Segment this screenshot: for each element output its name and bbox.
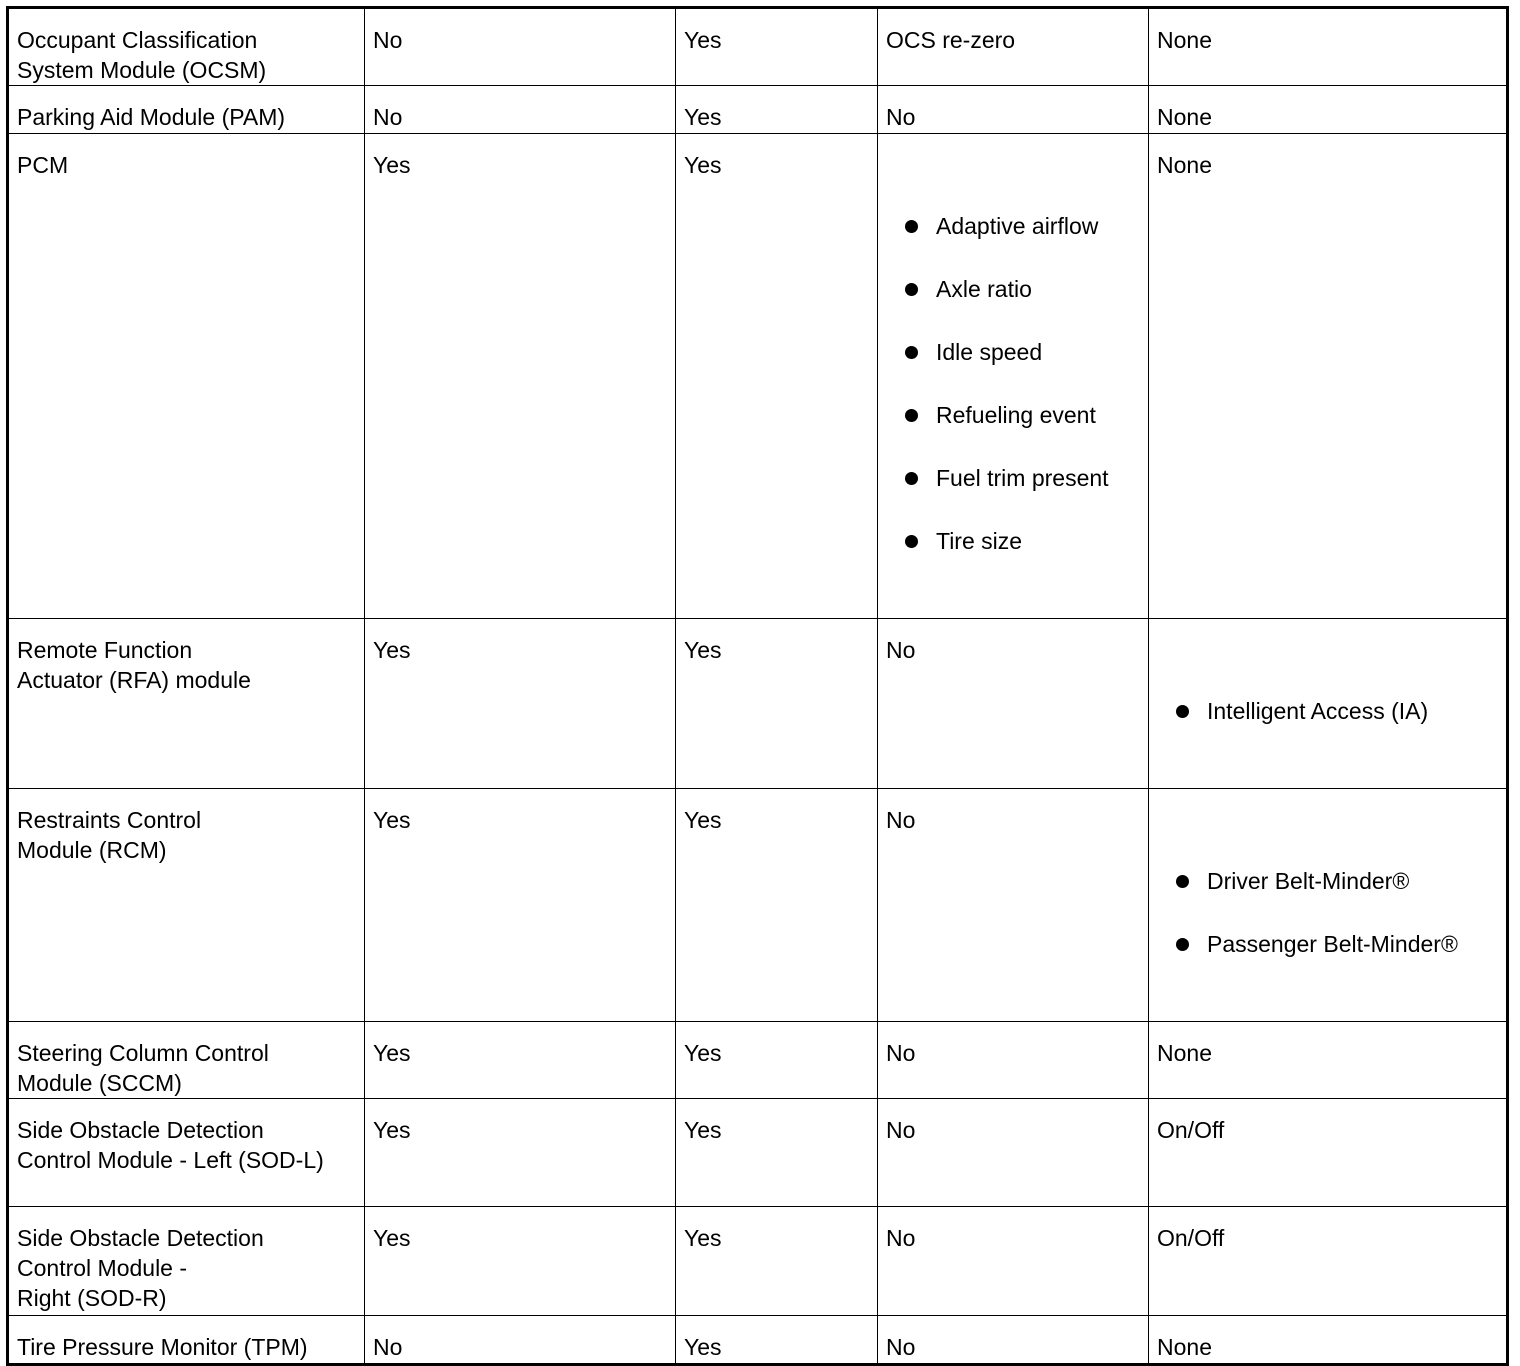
- col5-cell: None: [1149, 86, 1508, 134]
- col5-cell: None: [1149, 1316, 1508, 1365]
- list-item-label: Refueling event: [936, 402, 1096, 428]
- col3-cell: Yes: [676, 86, 878, 134]
- bullet-list: [1157, 665, 1498, 758]
- col4-cell: No: [878, 619, 1149, 789]
- bullet-icon: [1176, 938, 1189, 951]
- col3-cell: Yes: [676, 1316, 878, 1365]
- bullet-icon: [905, 346, 918, 359]
- table-row: [8, 1099, 1508, 1207]
- col3-cell: Yes: [676, 1099, 878, 1207]
- list-item-label: Passenger Belt-Minder®: [1207, 931, 1458, 957]
- module-name-cell: Tire Pressure Monitor (TPM): [8, 1316, 365, 1365]
- list-item-label: Idle speed: [936, 339, 1043, 365]
- col5-cell: [1149, 619, 1508, 789]
- list-item: [886, 399, 1140, 432]
- module-name-cell: Occupant Classification System Module (OCSM): [8, 8, 365, 86]
- table-row: [8, 134, 1508, 619]
- list-item: [886, 210, 1140, 243]
- col2-cell: Yes: [365, 619, 676, 789]
- list-item-label: Driver Belt-Minder®: [1207, 868, 1410, 894]
- col2-cell: No: [365, 8, 676, 86]
- col2-cell: Yes: [365, 789, 676, 1022]
- col5-cell: [1149, 789, 1508, 1022]
- list-item-label: Axle ratio: [936, 276, 1032, 302]
- list-item: [886, 525, 1140, 558]
- list-item: [886, 462, 1140, 495]
- col2-cell: No: [365, 1316, 676, 1365]
- list-item-label: Fuel trim present: [936, 465, 1109, 491]
- table-row: [8, 1316, 1508, 1365]
- col5-cell: None: [1149, 1022, 1508, 1099]
- col5-cell: None: [1149, 8, 1508, 86]
- bullet-list: [1157, 835, 1498, 991]
- bullet-icon: [1176, 705, 1189, 718]
- col4-cell: No: [878, 789, 1149, 1022]
- list-item-label: Adaptive airflow: [936, 213, 1099, 239]
- col4-cell: No: [878, 86, 1149, 134]
- module-name-cell: Side Obstacle Detection Control Module - Left (SOD-L): [8, 1099, 365, 1207]
- list-item: [1157, 695, 1498, 728]
- list-item: [1157, 865, 1498, 898]
- list-item-label: Tire size: [936, 528, 1023, 554]
- col4-cell: No: [878, 1316, 1149, 1365]
- col2-cell: Yes: [365, 1022, 676, 1099]
- list-item-label: Intelligent Access (IA): [1207, 698, 1429, 724]
- module-name-cell: Remote Function Actuator (RFA) module: [8, 619, 365, 789]
- col4-cell: No: [878, 1207, 1149, 1316]
- col3-cell: Yes: [676, 8, 878, 86]
- col2-cell: Yes: [365, 1207, 676, 1316]
- list-item: [886, 273, 1140, 306]
- bullet-icon: [1176, 875, 1189, 888]
- bullet-icon: [905, 535, 918, 548]
- col4-cell: [878, 134, 1149, 619]
- bullet-icon: [905, 283, 918, 296]
- bullet-icon: [905, 409, 918, 422]
- col3-cell: Yes: [676, 1207, 878, 1316]
- col5-cell: On/Off: [1149, 1099, 1508, 1207]
- module-name-cell: PCM: [8, 134, 365, 619]
- table-row: [8, 86, 1508, 134]
- table-row: [8, 789, 1508, 1022]
- module-name-cell: Parking Aid Module (PAM): [8, 86, 365, 134]
- table-row: [8, 8, 1508, 86]
- module-table: [6, 6, 1509, 1366]
- col5-cell: On/Off: [1149, 1207, 1508, 1316]
- bullet-icon: [905, 472, 918, 485]
- col3-cell: Yes: [676, 1022, 878, 1099]
- col4-cell: No: [878, 1099, 1149, 1207]
- table-row: [8, 1022, 1508, 1099]
- col3-cell: Yes: [676, 789, 878, 1022]
- list-item: [1157, 928, 1498, 961]
- col2-cell: Yes: [365, 134, 676, 619]
- list-item: [886, 336, 1140, 369]
- col2-cell: No: [365, 86, 676, 134]
- col2-cell: Yes: [365, 1099, 676, 1207]
- bullet-list: [886, 180, 1140, 588]
- col5-cell: None: [1149, 134, 1508, 619]
- module-name-cell: Steering Column Control Module (SCCM): [8, 1022, 365, 1099]
- bullet-icon: [905, 220, 918, 233]
- col3-cell: Yes: [676, 619, 878, 789]
- module-name-cell: Side Obstacle Detection Control Module - Right (SOD-R): [8, 1207, 365, 1316]
- col4-cell: No: [878, 1022, 1149, 1099]
- col4-cell: OCS re-zero: [878, 8, 1149, 86]
- col3-cell: Yes: [676, 134, 878, 619]
- table-row: [8, 619, 1508, 789]
- module-name-cell: Restraints Control Module (RCM): [8, 789, 365, 1022]
- table-row: [8, 1207, 1508, 1316]
